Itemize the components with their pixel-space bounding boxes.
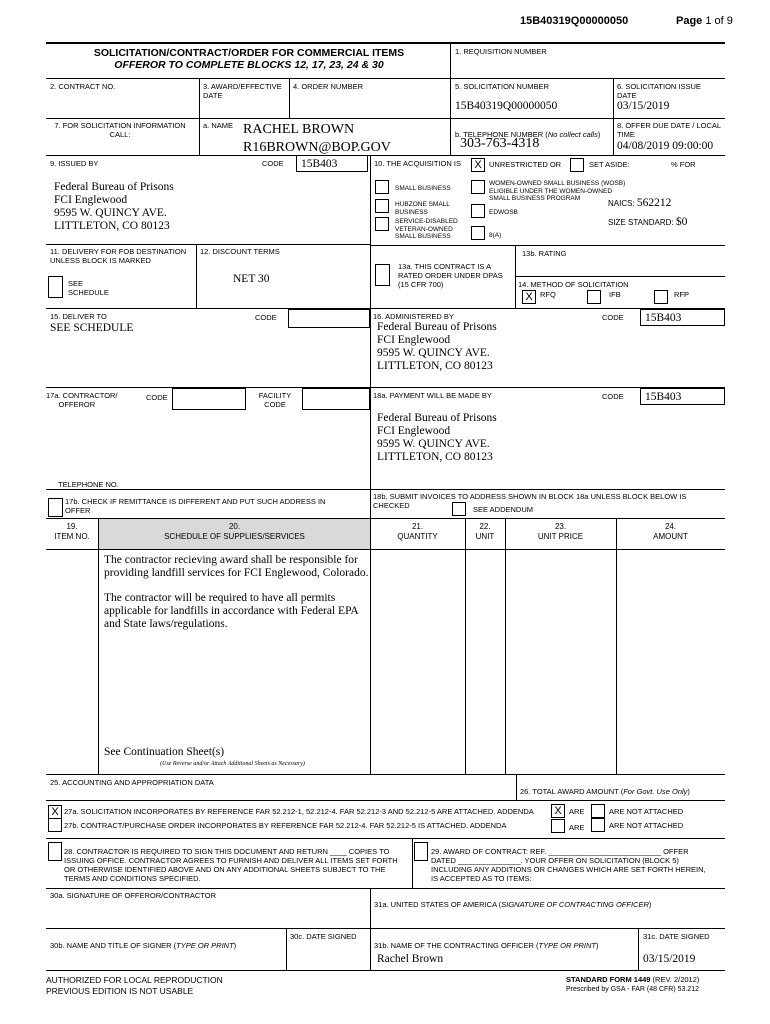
- offer-due-date-field[interactable]: 04/08/2019 09:00:00: [617, 140, 714, 152]
- block26-label-pre: 26. TOTAL AWARD AMOUNT (: [520, 787, 624, 796]
- see-schedule-checkbox[interactable]: [48, 276, 63, 298]
- block17a-code-label: CODE: [146, 393, 168, 402]
- col-quantity-header: [370, 522, 465, 542]
- facility-code-label: FACILITY CODE: [258, 391, 292, 409]
- contracting-officer-name[interactable]: Rachel Brown: [377, 953, 444, 965]
- see-addendum-checkbox[interactable]: [452, 502, 466, 516]
- block31b-label: [374, 932, 598, 950]
- block30b-label-post: ): [233, 941, 237, 950]
- discount-terms-field[interactable]: NET 30: [233, 273, 270, 285]
- block13b-label: 13b. RATING: [522, 249, 567, 258]
- page-of: of 9: [714, 15, 733, 27]
- col-quantity-label: QUANTITY: [397, 532, 438, 541]
- wosb-label: WOMEN-OWNED SMALL BUSINESS (WOSB) ELIGIBLE UNDER THE WOMEN-OWNED SMALL BUSINESS PROGRAM: [489, 180, 626, 202]
- reverse-note-text: Use Reverse and/or Attach Additional Sheets as Necessary: [162, 761, 303, 767]
- form-rev: (REV. 2/2012): [650, 975, 700, 984]
- block18b-label: 18b. SUBMIT INVOICES TO ADDRESS SHOWN IN BLOCK 18a UNLESS BLOCK BELOW IS CHECKED: [373, 492, 687, 510]
- unrestricted-label: UNRESTRICTED OR: [489, 160, 562, 169]
- block30b-label: [50, 932, 236, 950]
- col-item-header: [46, 522, 98, 542]
- block12-label: 12. DISCOUNT TERMS: [200, 247, 280, 256]
- 27b-are-checkbox[interactable]: [551, 819, 565, 833]
- solicitation-number-field[interactable]: 15B40319Q00000050: [455, 100, 558, 112]
- rfp-label: RFP: [674, 290, 689, 299]
- payment-by-address: Federal Bureau of Prisons FCI Englewood 9595 W. QUINCY AVE. LITTLETON, CO 80123: [377, 412, 497, 463]
- small-business-label: SMALL BUSINESS: [395, 185, 451, 192]
- ifb-checkbox[interactable]: [587, 290, 601, 304]
- block17b-label: 17b. CHECK IF REMITTANCE IS DIFFERENT AND PUT SUCH ADDRESS IN OFFER: [65, 497, 326, 515]
- block7-label: 7. FOR SOLICITATION INFORMATION CALL:: [54, 121, 186, 139]
- block30a-label: 30a. SIGNATURE OF OFFEROR/CONTRACTOR: [50, 891, 216, 900]
- col-schedule-label: SCHEDULE OF SUPPLIES/SERVICES: [164, 532, 305, 541]
- col-amount-num: 24.: [664, 522, 677, 531]
- block15-code-label: CODE: [255, 313, 277, 322]
- block30b-label-pre: 30b. NAME AND TITLE OF SIGNER (: [50, 941, 177, 950]
- issued-by-address: Federal Bureau of Prisons FCI Englewood 9595 W. QUINCY AVE. LITTLETON, CO 80123: [54, 181, 174, 232]
- block3-label: 3. AWARD/EFFECTIVE DATE: [203, 82, 282, 100]
- continuation-sheets: See Continuation Sheet(s): [104, 746, 225, 758]
- footer-form-name: [566, 975, 699, 984]
- block11-label: 11. DELIVERY FOR FOB DESTINATION UNLESS BLOCK IS MARKED: [50, 247, 187, 265]
- col-unit-num: 22.: [479, 522, 491, 531]
- block9-label: 9. ISSUED BY: [50, 159, 99, 168]
- schedule-paragraph-2: The contractor will be required to have all permits applicable for landfills in accordance with Federal EPA and State laws/regulations.: [104, 592, 359, 630]
- col-amount-label: AMOUNT: [653, 532, 688, 541]
- block28-label: 28. CONTRACTOR IS REQUIRED TO SIGN THIS DOCUMENT AND RETURN ____ COPIES TO ISSUING OFFICE. CONTRACTOR AGREES TO FURNISH AND DELIVER ALL ITEMS SET FORTH OR OTHERWISE IDENTIFIED ABOVE AND ON ANY ADDITIONAL SHEETS SUBJECT TO THE TERMS AND CONDITIONS SPECIFIED.: [64, 847, 398, 883]
- col-unit-price-header: [505, 522, 616, 542]
- see-schedule-label: SEE SCHEDULE: [68, 279, 109, 297]
- form-title: SOLICITATION/CONTRACT/ORDER FOR COMMERCIAL ITEMS: [93, 47, 405, 59]
- see-addendum-label: SEE ADDENDUM: [473, 505, 534, 514]
- edwosb-label: EDWOSB: [489, 209, 518, 216]
- block14-label: 14. METHOD OF SOLICITATION: [518, 280, 629, 289]
- footer-prescribed: Prescribed by GSA - FAR (48 CFR) 53.212: [566, 986, 700, 993]
- block2-label: 2. CONTRACT NO.: [50, 82, 116, 91]
- issued-by-code-field[interactable]: 15B403: [296, 155, 368, 172]
- footer-left: AUTHORIZED FOR LOCAL REPRODUCTION PREVIOUS EDITION IS NOT USABLE: [46, 975, 223, 996]
- block26-label: [520, 778, 690, 796]
- block15-label: 15. DELIVER TO: [50, 312, 107, 321]
- block16-label: 16. ADMINISTERED BY: [373, 312, 454, 321]
- block5-label: 5. SOLICITATION NUMBER: [455, 82, 549, 91]
- small-business-checkbox[interactable]: [375, 180, 389, 194]
- size-standard-row: [608, 216, 687, 228]
- size-standard-label: SIZE STANDARD:: [608, 218, 674, 227]
- reverse-note: (Use Reverse and/or Attach Additional Sheets as Necessary): [160, 761, 305, 767]
- ifb-label: IFB: [609, 290, 621, 299]
- administered-by-address: Federal Bureau of Prisons FCI Englewood 9595 W. QUINCY AVE. LITTLETON, CO 80123: [377, 321, 497, 372]
- unrestricted-checkbox[interactable]: X: [471, 158, 485, 172]
- block4-label: 4. ORDER NUMBER: [293, 82, 364, 91]
- col-schedule-header: [99, 522, 370, 542]
- 27b-not-attached-checkbox[interactable]: [591, 818, 605, 832]
- solicitation-issue-date-field[interactable]: 03/15/2019: [617, 100, 670, 112]
- 29-checkbox[interactable]: [414, 842, 428, 861]
- 28-checkbox[interactable]: [48, 842, 62, 861]
- block16-code-label: CODE: [602, 313, 624, 322]
- percent-for-label: % FOR: [671, 160, 696, 169]
- 27b-are-label: ARE: [569, 823, 585, 832]
- deliver-to-value: SEE SCHEDULE: [50, 322, 134, 334]
- naics-row: [608, 197, 671, 209]
- 27b-checkbox[interactable]: [48, 818, 62, 832]
- block6-label: 6. SOLICITATION ISSUE DATE: [617, 82, 701, 100]
- block29-label: 29. AWARD OF CONTRACT: REF. ___________________________ OFFER DATED _______________. YOUR OFFER ON SOLICITATION (BLOCK 5) INCLUDING ANY ADDITIONS OR CHANGES WHICH ARE SET FORTH HEREIN, IS ACCEPTED AS TO ITEMS:: [431, 847, 706, 883]
- block7b-label-post: ): [597, 130, 601, 139]
- col-unit-header: [465, 522, 505, 542]
- size-standard-value: $0: [675, 216, 688, 228]
- 8a-checkbox[interactable]: [471, 226, 485, 240]
- facility-code-field[interactable]: [302, 388, 370, 410]
- block27b-label: 27b. CONTRACT/PURCHASE ORDER INCORPORATES BY REFERENCE FAR 52.212-4. FAR 52.212-5 IS ATTACHED. ADDENDA: [64, 821, 507, 830]
- block13a-label: 13a. THIS CONTRACT IS A RATED ORDER UNDER DPAS (15 CFR 700): [398, 262, 503, 289]
- date-signed-field[interactable]: 03/15/2019: [643, 953, 696, 965]
- 27a-checkbox[interactable]: X: [48, 805, 62, 819]
- administered-by-code-field[interactable]: 15B403: [640, 309, 725, 326]
- block31b-label-pre: 31b. NAME OF THE CONTRACTING OFFICER (: [374, 941, 539, 950]
- block31a-label-em: SIGNATURE OF CONTRACTING OFFICER: [501, 900, 649, 909]
- set-aside-checkbox[interactable]: [570, 158, 584, 172]
- block30c-label: 30c. DATE SIGNED: [290, 932, 357, 941]
- sdvosb-label: SERVICE-DISABLED VETERAN-OWNED SMALL BUSINESS: [395, 218, 458, 240]
- hubzone-checkbox[interactable]: [375, 199, 389, 213]
- hubzone-label: HUBZONE SMALL BUSINESS: [395, 201, 450, 216]
- block31b-label-em: TYPE OR PRINT: [538, 941, 596, 950]
- block31a-label: [374, 891, 651, 909]
- col-item-num: 19.: [66, 522, 78, 531]
- deliver-to-code-field[interactable]: [288, 309, 370, 328]
- block8-label: 8. OFFER DUE DATE / LOCAL TIME: [617, 121, 722, 139]
- block1-label: 1. REQUISITION NUMBER: [455, 47, 547, 56]
- block7b-label-pre: b. TELEPHONE NUMBER (: [455, 130, 548, 139]
- contact-name-field[interactable]: RACHEL BROWN R16BROWN@BOP.GOV: [243, 122, 391, 155]
- rfq-checkbox[interactable]: X: [522, 290, 536, 304]
- remittance-checkbox[interactable]: [48, 498, 63, 517]
- wosb-checkbox[interactable]: [471, 180, 485, 194]
- form-name: STANDARD FORM 1449: [566, 975, 651, 984]
- col-amount-header: [616, 522, 725, 542]
- form-subtitle: OFFEROR TO COMPLETE BLOCKS 12, 17, 23, 24 & 30: [114, 59, 384, 71]
- naics-value: 562212: [636, 197, 672, 209]
- page-indicator: [676, 15, 733, 27]
- naics-label: NAICS:: [608, 199, 635, 208]
- block26-label-post: ): [687, 787, 690, 796]
- rfp-checkbox[interactable]: [654, 290, 668, 304]
- block26-label-em: For Govt. Use Only: [623, 787, 688, 796]
- block31a-label-pre: 31a. UNITED STATES OF AMERICA (: [374, 900, 502, 909]
- 8a-label: 8(A): [489, 232, 502, 239]
- block18a-code-label: CODE: [602, 392, 624, 401]
- 27a-are-label: ARE: [569, 807, 585, 816]
- 27a-not-attached-label: ARE NOT ATTACHED: [609, 807, 684, 816]
- block31b-label-post: ): [595, 941, 599, 950]
- edwosb-checkbox[interactable]: [471, 204, 485, 218]
- 27b-not-attached-label: ARE NOT ATTACHED: [609, 821, 684, 830]
- col-item-label: ITEM NO.: [54, 532, 90, 541]
- col-unit-label: UNIT: [475, 532, 495, 541]
- dpas-checkbox[interactable]: [375, 264, 390, 286]
- block25-label: 25. ACCOUNTING AND APPROPRIATION DATA: [50, 778, 214, 787]
- col-unit-price-label: UNIT PRICE: [537, 532, 584, 541]
- col-unit-price-num: 23.: [554, 522, 567, 531]
- schedule-paragraph-1: The contractor recieving award shall be responsible for providing landfill services for FCI Englewood, Colorado.: [104, 554, 369, 579]
- block30b-label-em: TYPE OR PRINT: [176, 941, 234, 950]
- col-quantity-num: 21.: [411, 522, 424, 531]
- telephone-label: TELEPHONE NO.: [58, 480, 119, 489]
- 27a-are-checkbox[interactable]: X: [551, 804, 565, 818]
- rfq-label: RFQ: [540, 290, 556, 299]
- block10-label: 10. THE ACQUISITION IS: [374, 159, 461, 168]
- block27a-label: 27a. SOLICITATION INCORPORATES BY REFERENCE FAR 52.212-1, 52.212-4. FAR 52.212-3 AND 52.212-5 ARE ATTACHED. ADDENDA: [64, 807, 534, 816]
- sdvosb-checkbox[interactable]: [375, 217, 389, 231]
- page-prefix: Page: [676, 15, 703, 27]
- col-schedule-num: 20.: [228, 522, 241, 531]
- telephone-number-field[interactable]: 303-763-4318: [460, 136, 540, 151]
- solicitation-number-header: 15B40319Q00000050: [520, 15, 629, 27]
- block9-code-label: CODE: [262, 159, 284, 168]
- block7a-label: a. NAME: [203, 121, 234, 130]
- set-aside-label: SET ASIDE:: [589, 160, 630, 169]
- 27a-not-attached-checkbox[interactable]: [591, 804, 605, 818]
- block31c-label: 31c. DATE SIGNED: [643, 932, 710, 941]
- contractor-code-field[interactable]: [172, 388, 246, 410]
- block7b-label-em: No collect calls: [547, 130, 598, 139]
- block31a-label-post: ): [648, 900, 652, 909]
- block17a-label: 17a. CONTRACTOR/ OFFEROR: [46, 391, 118, 409]
- page-number: 1: [705, 15, 712, 27]
- block18a-label: 18a. PAYMENT WILL BE MADE BY: [373, 391, 492, 400]
- payment-by-code-field[interactable]: 15B403: [640, 388, 725, 405]
